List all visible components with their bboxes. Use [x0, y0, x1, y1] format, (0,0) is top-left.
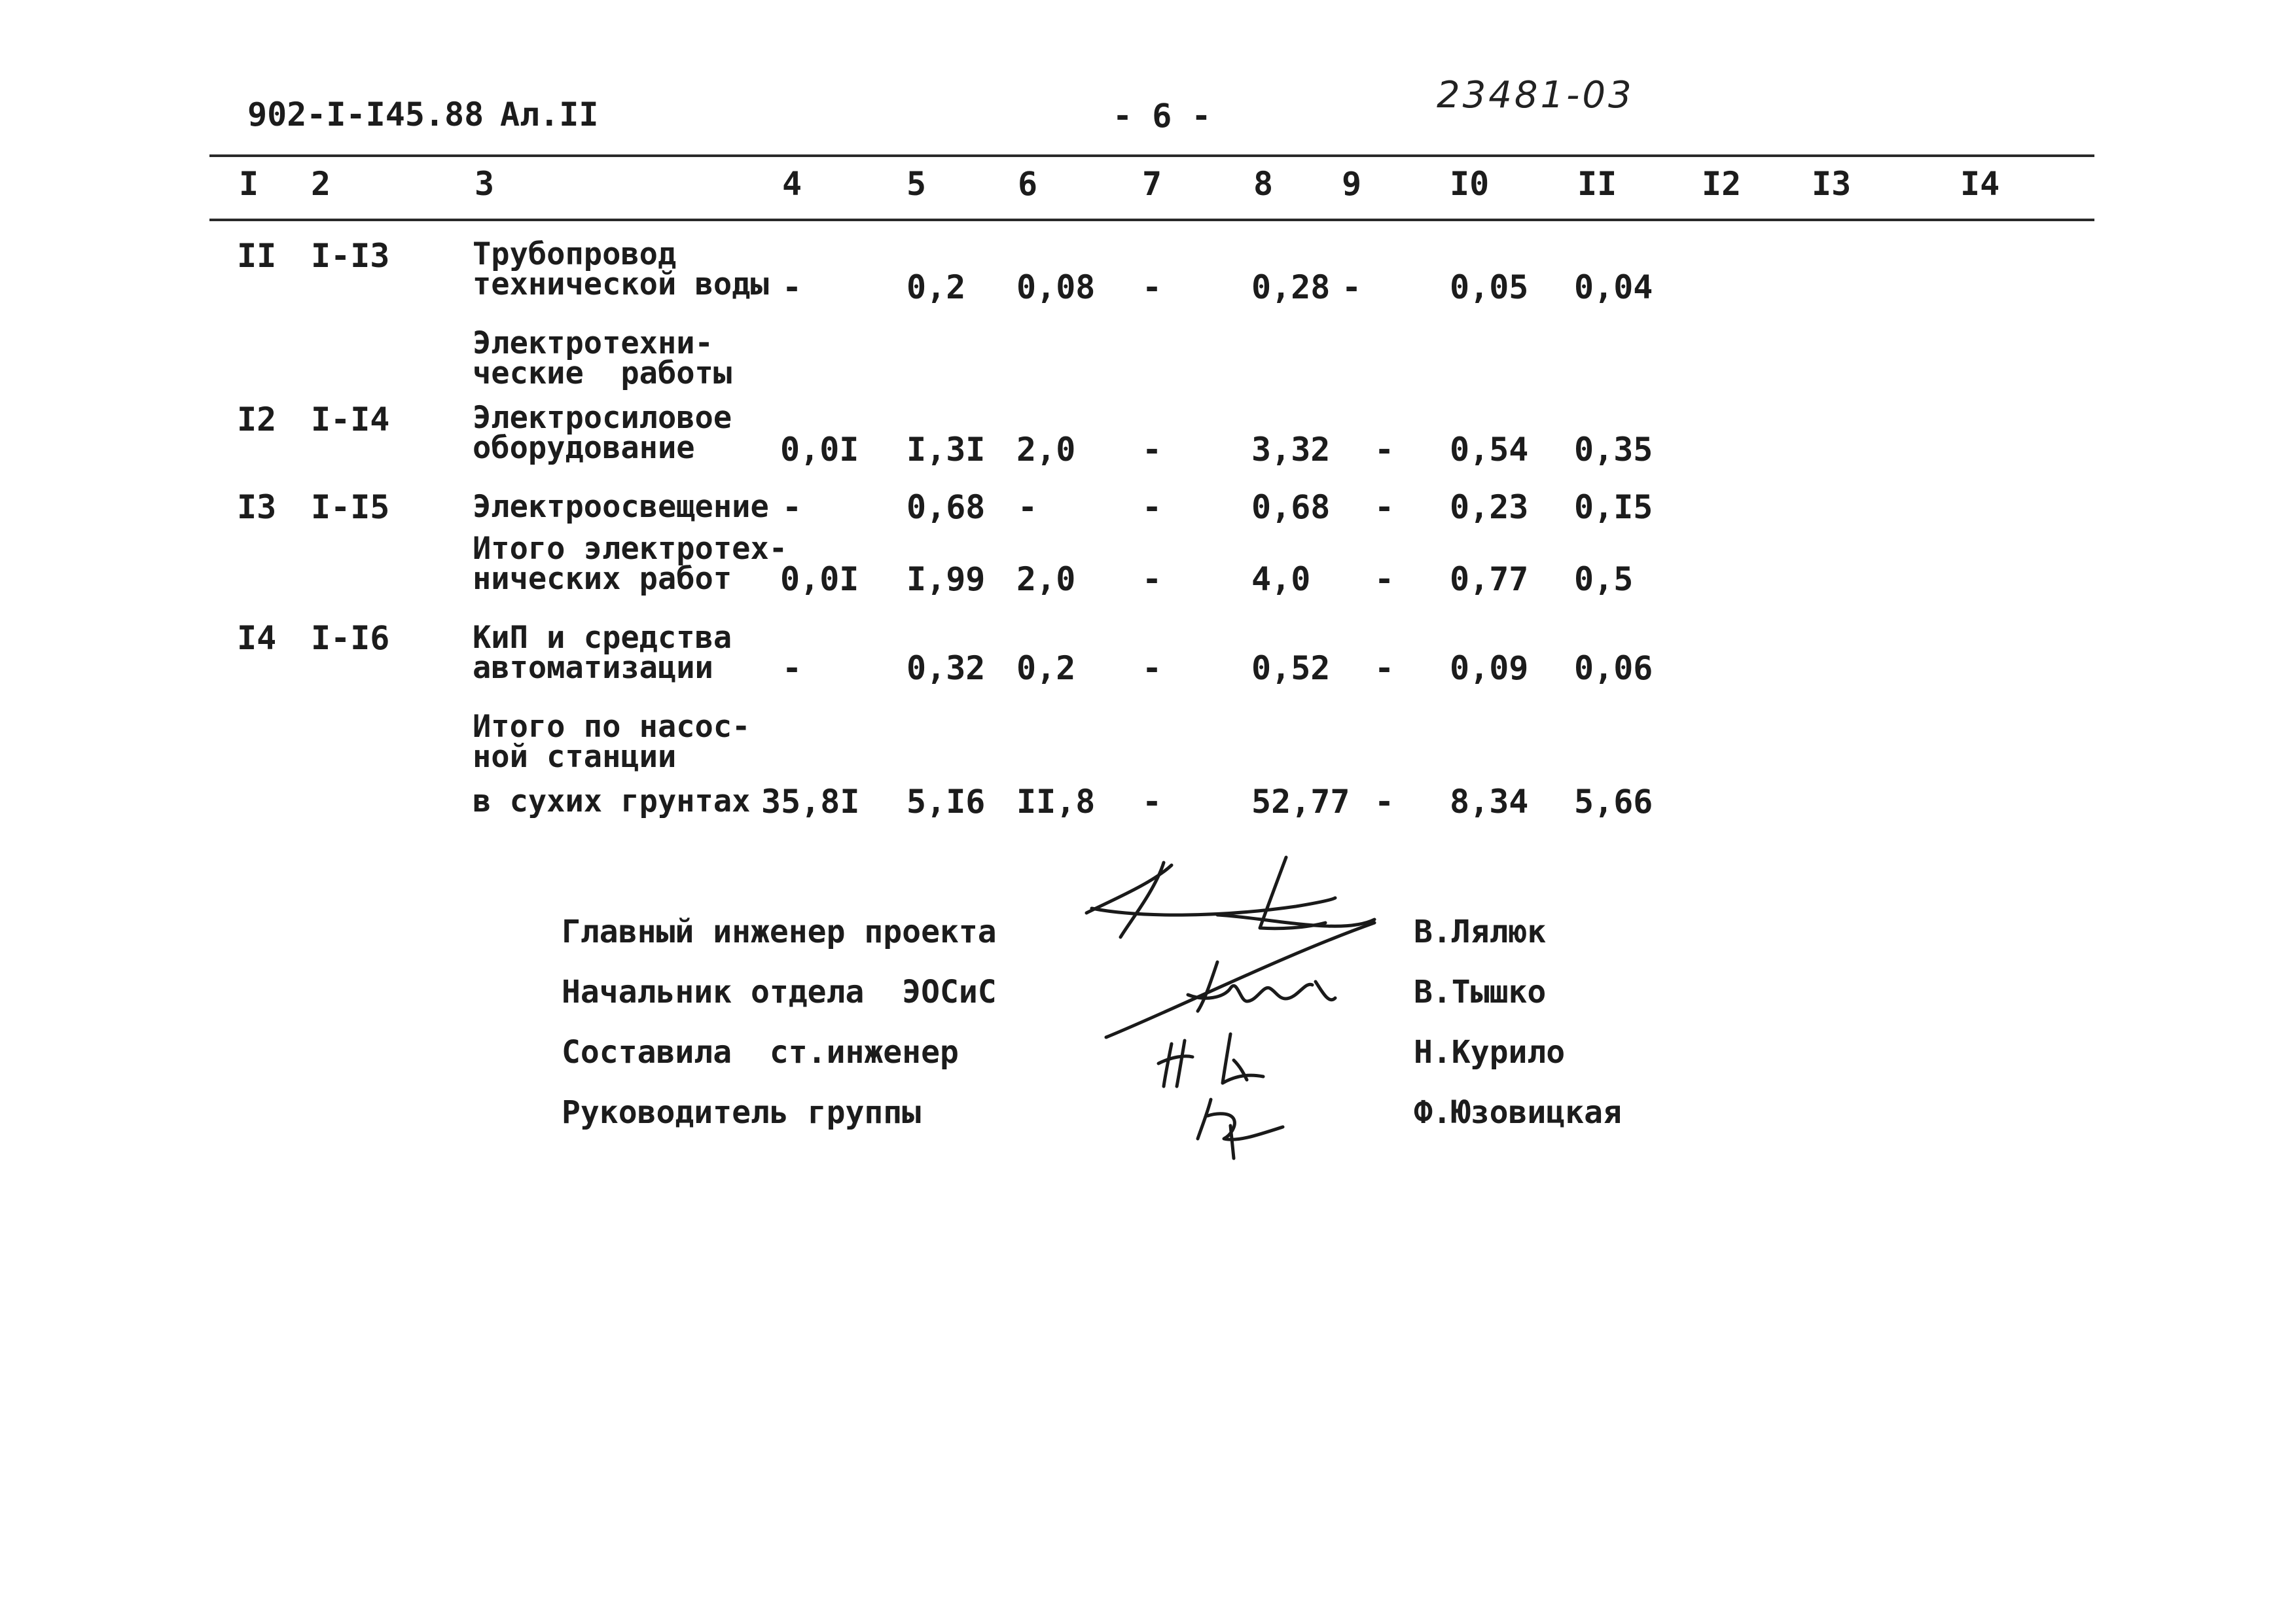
- signatory-name: В.Тышко: [1414, 974, 1547, 1010]
- total-heading-line2: ной станции: [473, 739, 677, 775]
- signatory-position: Руководитель группы: [562, 1094, 922, 1131]
- signature-chief-engineer: [1086, 857, 1374, 937]
- cell-col10: 8,34: [1450, 783, 1529, 821]
- cell-col4: -: [782, 649, 802, 687]
- cell-col4: 0,0I: [780, 431, 859, 469]
- cell-col7: -: [1142, 431, 1162, 469]
- column-header-10: I0: [1450, 165, 1490, 203]
- row-number: I3: [237, 488, 277, 526]
- column-header-3: 3: [475, 165, 495, 203]
- cell-col9: -: [1374, 488, 1395, 526]
- cell-col11: 0,35: [1574, 431, 1653, 469]
- cell-col7: -: [1142, 649, 1162, 687]
- cell-col11: 0,04: [1574, 268, 1653, 306]
- signature-department-head: [1106, 923, 1374, 1037]
- column-header-14: I4: [1960, 165, 2000, 203]
- column-header-6: 6: [1018, 165, 1038, 203]
- row-name-line2: оборудование: [473, 430, 695, 466]
- cell-col8: 4,0: [1251, 560, 1311, 598]
- cell-col5: 5,I6: [906, 783, 986, 821]
- cell-col7: -: [1142, 268, 1162, 306]
- cell-col11: 0,I5: [1574, 488, 1653, 526]
- cell-col4: -: [782, 268, 802, 306]
- cell-col9: -: [1374, 649, 1395, 687]
- column-header-8: 8: [1253, 165, 1274, 203]
- column-header-7: 7: [1142, 165, 1162, 203]
- row-number: I4: [237, 619, 277, 657]
- row-name-line1: КиП и средства: [473, 620, 732, 656]
- cell-col9: -: [1374, 560, 1395, 598]
- cell-col6: II,8: [1016, 783, 1096, 821]
- row-code: I-I3: [311, 237, 390, 275]
- signatory-name: В.Лялюк: [1414, 914, 1547, 950]
- cell-col4: 0,0I: [780, 560, 859, 598]
- signature-group-lead: [1198, 1099, 1283, 1158]
- cell-col9: -: [1342, 268, 1362, 306]
- signatory-position: Главный инженер проекта: [562, 914, 997, 950]
- inventory-stamp: 23481-03: [1437, 74, 1634, 116]
- cell-col5: 0,32: [906, 649, 986, 687]
- cell-col10: 0,05: [1450, 268, 1529, 306]
- signatory-name: Н.Курило: [1414, 1034, 1566, 1071]
- cell-col10: 0,09: [1450, 649, 1529, 687]
- row-name-line2: автоматизации: [473, 650, 713, 686]
- row-name-line1: Трубопровод: [473, 236, 677, 272]
- cell-col11: 0,06: [1574, 649, 1653, 687]
- cell-col4: 35,8I: [761, 783, 860, 821]
- cell-col8: 3,32: [1251, 431, 1331, 469]
- row-name-line1: Электроосвещение: [473, 489, 769, 525]
- cell-col6: 2,0: [1016, 431, 1076, 469]
- column-header-4: 4: [782, 165, 802, 203]
- cell-col5: 0,68: [906, 488, 986, 526]
- cell-col8: 0,52: [1251, 649, 1331, 687]
- cell-col6: 0,08: [1016, 268, 1096, 306]
- cell-col5: I,3I: [906, 431, 986, 469]
- row-code: I-I6: [311, 619, 390, 657]
- cell-col5: I,99: [906, 560, 986, 598]
- document-code: 902-I-I45.88: [247, 96, 484, 134]
- row-name-line1: Электросиловое: [473, 400, 732, 436]
- cell-col7: -: [1142, 783, 1162, 821]
- section-heading-line2: ческие работы: [473, 355, 732, 391]
- signatory-position: Начальник отдела ЭОСиС: [562, 974, 997, 1010]
- column-header-11: II: [1577, 165, 1617, 203]
- row-name-line1: Итого электротех-: [473, 531, 788, 567]
- cell-col5: 0,2: [906, 268, 966, 306]
- cell-col8: 52,77: [1251, 783, 1350, 821]
- column-header-5: 5: [906, 165, 927, 203]
- cell-col6: 0,2: [1016, 649, 1076, 687]
- cell-col10: 0,77: [1450, 560, 1529, 598]
- column-header-12: I2: [1702, 165, 1742, 203]
- signatory-position: Составила ст.инженер: [562, 1034, 959, 1071]
- column-header-13: I3: [1812, 165, 1852, 203]
- row-number: I2: [237, 401, 277, 438]
- cell-col9: -: [1374, 431, 1395, 469]
- row-number: II: [237, 237, 277, 275]
- total-heading-line1: Итого по насос-: [473, 709, 751, 745]
- cell-col11: 0,5: [1574, 560, 1634, 598]
- signature-engineer: [1158, 1034, 1263, 1086]
- row-name-line2: нических работ: [473, 561, 732, 597]
- row-name-line2: технической воды: [473, 266, 769, 302]
- cell-col7: -: [1142, 488, 1162, 526]
- cell-col7: -: [1142, 560, 1162, 598]
- cell-col4: -: [782, 488, 802, 526]
- cell-col8: 0,28: [1251, 268, 1331, 306]
- sheet-number: Ал.II: [500, 96, 599, 134]
- column-header-2: 2: [311, 165, 331, 203]
- cell-col10: 0,23: [1450, 488, 1529, 526]
- page-number: - 6 -: [1113, 97, 1211, 135]
- total-row-label: в сухих грунтах: [473, 783, 751, 819]
- cell-col6: -: [1018, 488, 1038, 526]
- cell-col9: -: [1374, 783, 1395, 821]
- cell-col6: 2,0: [1016, 560, 1076, 598]
- cell-col11: 5,66: [1574, 783, 1653, 821]
- column-header-9: 9: [1342, 165, 1362, 203]
- cell-col10: 0,54: [1450, 431, 1529, 469]
- section-heading-line1: Электротехни-: [473, 325, 713, 361]
- cell-col8: 0,68: [1251, 488, 1331, 526]
- row-code: I-I4: [311, 401, 390, 438]
- column-header-1: I: [239, 165, 259, 203]
- signatory-name: Ф.Юзовицкая: [1414, 1094, 1622, 1131]
- row-code: I-I5: [311, 488, 390, 526]
